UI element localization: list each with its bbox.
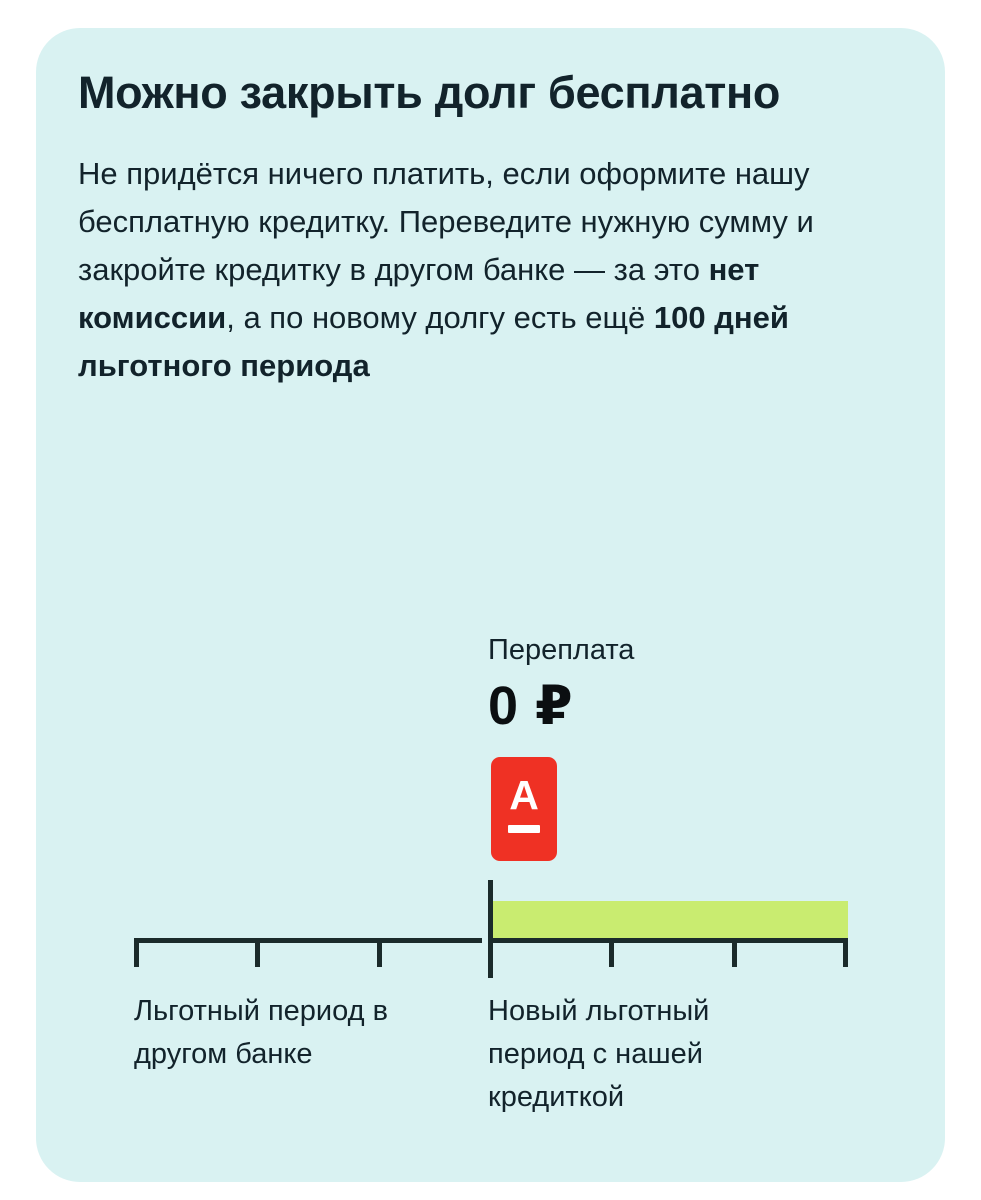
overpay-value: 0 ₽ [488, 676, 574, 736]
alfa-bank-logo-icon [491, 757, 557, 861]
axis-tick-left-1 [134, 938, 139, 967]
timeline-divider [488, 880, 493, 978]
description-part-1: Не придётся ничего платить, если оформите нашу бесплатную кредитку. Переведите нужную сумму и закройте кредитку в другом банке — за это [78, 156, 814, 287]
overpay-label: Переплата [488, 634, 635, 666]
axis-tick-right-2 [732, 938, 737, 967]
axis-tick-left-2 [255, 938, 260, 967]
grace-period-timeline-chart [36, 28, 945, 1182]
axis-tick-left-3 [377, 938, 382, 967]
promo-card [36, 28, 945, 1182]
axis-line-left [134, 938, 482, 943]
alfa-bank-logo-underline [508, 825, 540, 833]
description-part-2: , а по новому долгу есть ещё [226, 300, 654, 335]
axis-tick-right-1 [609, 938, 614, 967]
new-grace-period-bar [493, 901, 848, 938]
page-title: Можно закрыть долг бесплатно [78, 67, 781, 118]
axis-line-right [490, 938, 848, 943]
axis-caption-our-card: Новый льготный период с нашей кредиткой [488, 995, 710, 1113]
description-bold-no-commission: нет комиссии [78, 252, 760, 335]
axis-caption-other-bank: Льготный период в другом банке [134, 995, 389, 1070]
alfa-bank-logo-letter: А [509, 772, 539, 818]
description-bold-grace-period: 100 дней льготного периода [78, 300, 789, 383]
axis-tick-right-3 [843, 938, 848, 967]
